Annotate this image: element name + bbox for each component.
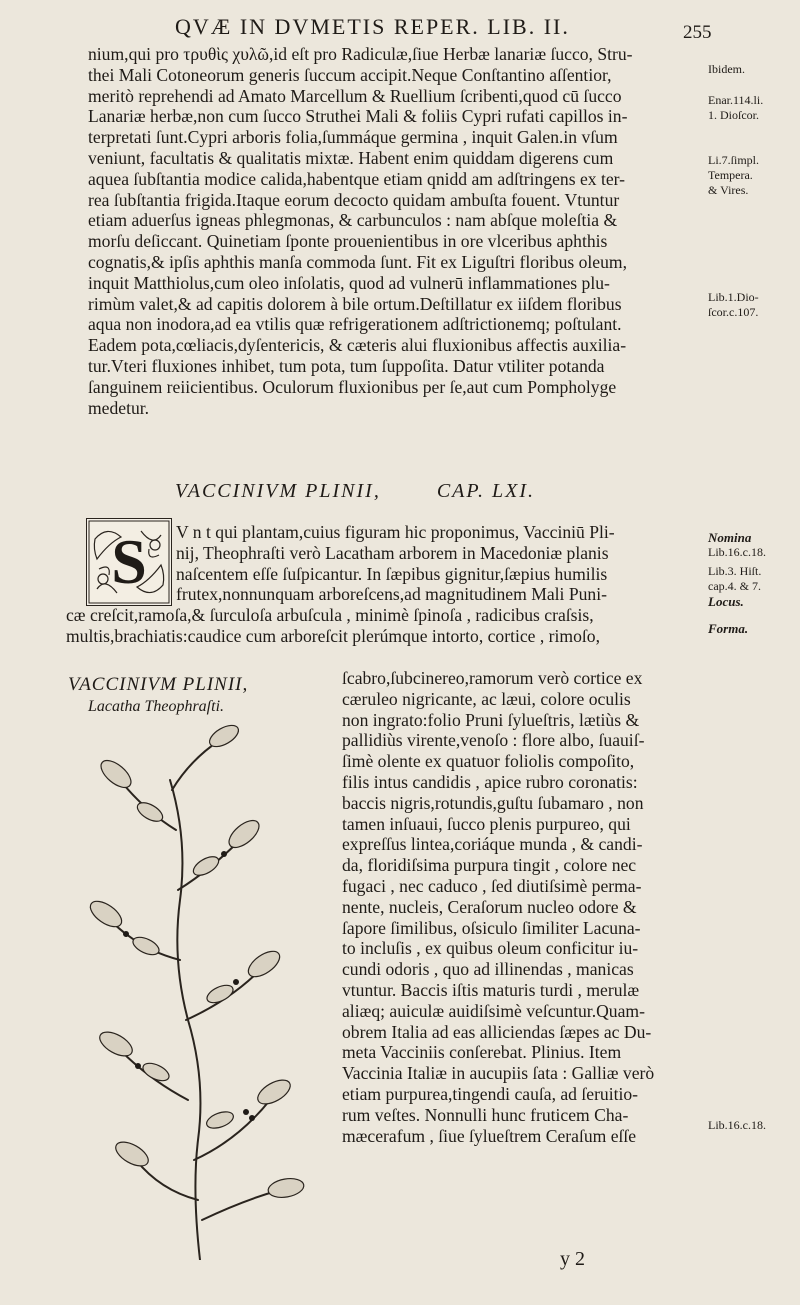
margin-note: Lib.16.c.18. xyxy=(708,545,766,559)
chapter-title: VACCINIVM PLINII, CAP. LXI. xyxy=(175,480,536,502)
text-line: tur.Vteri fluxiones inhibet, tum pota, tum ſuppoſita. Datur vtiliter potanda xyxy=(88,355,605,376)
text-line: rimùm valet,& ad capitis dolorem à bile ortum.Deſtillatur ex iiſdem floribus xyxy=(88,293,622,314)
running-header: QVÆ IN DVMETIS REPER. LIB. II. xyxy=(175,14,570,39)
text-line: multis,brachiatis:caudice cum arboreſcit plerúmque intorto, cortice , rimoſo, xyxy=(66,625,600,646)
body-text-wide-indented xyxy=(176,522,615,605)
margin-note: cap.4. & 7. xyxy=(708,579,761,593)
figure-subtitle: Lacatha Theophraſti. xyxy=(88,698,225,715)
text-line: fugaci , nec caduco , ſed diutiſsimè perma- xyxy=(342,875,642,896)
text-line: morſu deſiccant. Quinetiam ſponte prouenientibus in ore vlceribus aphthis xyxy=(88,231,608,252)
text-line: etiam purpurea,tingendi cauſa, ad ſeruitio- xyxy=(342,1083,639,1104)
decorated-initial-s xyxy=(86,518,172,606)
text-line: terpretati ſunt.Cypri arboris folia,ſummáque germina , inquit Galen.in vſum xyxy=(88,127,618,148)
margin-note-locus: Locus. xyxy=(708,594,744,609)
text-line: medetur. xyxy=(88,397,150,418)
margin-notes-bottom xyxy=(708,530,766,636)
text-line: ſanguinem reiicientibus. Oculorum fluxionibus per ſe,aut cum Pompholyge xyxy=(88,376,617,397)
text-line: tamen inſuaui, ſucco plenis purpureo, qui xyxy=(342,813,631,834)
margin-note-forma: Forma. xyxy=(708,621,749,636)
margin-note: Ibidem. xyxy=(708,62,745,76)
text-line: nij, Theophraſti verò Lacatham arborem in Macedoniæ planis xyxy=(176,542,609,563)
text-line: inquit Matthiolus,cum oleo inſolatis, quod ad vulnerū inflammationes plu- xyxy=(88,272,610,293)
text-line: da, floridiſsima purpura tingit , colore nec xyxy=(342,855,637,876)
page-number: 255 xyxy=(683,22,712,43)
text-line: mæcerafum , ſiue ſylueſtrem Ceraſum eſſe xyxy=(342,1125,637,1146)
text-line: expreſſus lintea,coriáque munda , & candi- xyxy=(342,834,643,855)
margin-note: Tempera. xyxy=(708,168,753,182)
text-line: pallidiùs virente,venoſo : flore albo, ſuauiſ- xyxy=(342,730,645,751)
body-text-column xyxy=(342,668,654,1146)
text-line: rum veſtes. Nonnulli hunc fruticem Cha- xyxy=(342,1104,629,1125)
text-line: nente, nucleis, Ceraſorum nucleo odore & xyxy=(342,896,637,917)
text-line: Lanariæ herbæ,non cum ſucco Struthei Mali & foliis Cypri rufati capillos in- xyxy=(88,106,628,127)
text-line: to incluſis , ex quibus oleum conficitur iu- xyxy=(342,938,639,959)
text-line: naſcentem eſſe ſuſpicantur. In ſæpibus gignitur,ſæpius humilis xyxy=(176,563,608,584)
text-line: non ingrato:folio Pruni ſylueſtris, lætiùs & xyxy=(342,709,640,730)
margin-note: Li.7.ſimpl. xyxy=(708,153,759,167)
margin-note: Lib.3. Hiſt. xyxy=(708,564,762,578)
text-line: vtuntur. Baccis iſtis maturis turdi , merulæ xyxy=(342,979,640,1000)
text-line: ſapore ſimilibus, oſsiculo ſimiliter Lacuna- xyxy=(342,917,641,938)
text-line: ſimè olente ex quatuor foliolis compoſito, xyxy=(342,751,635,772)
text-line: ſcabro,ſubcinereo,ramorum verò cortice ex xyxy=(342,668,643,688)
text-line: cundi odoris , quo ad illinendas , manicas xyxy=(342,959,634,980)
text-line: filis intus candidis , apice rubro coronatis: xyxy=(342,771,638,792)
margin-note: & Vires. xyxy=(708,183,749,197)
text-line: Vaccinia Italiæ in aucupiis ſata : Galliæ verò xyxy=(342,1063,655,1084)
margin-note: 1. Dioſcor. xyxy=(708,108,759,122)
text-line: rea ſubſtantia frigida.Itaque eorum decocto quidam ambuſta fouent. Vtuntur xyxy=(88,189,620,210)
text-line: cognatis,& ipſis aphthis manſa commoda ſunt. Fit ex Liguſtri floribus oleum, xyxy=(88,251,627,272)
text-line: etiam aduerſus igneas phlegmonas, & carbunculos : nam abſque moleſtia & xyxy=(88,210,618,231)
text-line: thei Mali Cotoneorum generis ſuccum accipit.Neque Conſtantino aſſentior, xyxy=(88,64,612,85)
margin-note: Enar.114.li. xyxy=(708,93,764,107)
text-line: meritò reprehendi ad Amato Marcellum & Ruellium ſcribenti,quod cū ſucco xyxy=(88,85,622,106)
text-line: baccis nigris,rotundis,guſtu ſubamaro , non xyxy=(342,792,644,813)
text-line: nium,qui pro τρυθὶς χυλῶ,id eſt pro Radiculæ,ſiue Herbæ lanariæ ſucco, Stru- xyxy=(88,44,633,64)
text-line: frutex,nonnunquam arboreſcens,ad magnitudinem Mali Puni- xyxy=(176,584,607,605)
margin-note-nomina: Nomina xyxy=(708,530,752,545)
signature-mark: y 2 xyxy=(560,1248,585,1270)
text-line: V n t qui plantam,cuius figuram hic proponimus, Vacciniū Pli- xyxy=(176,522,615,542)
margin-note: Lib.1.Dio- xyxy=(708,290,759,304)
text-line: aqua non inodora,ad ea vtilis quæ refrigerationem adſtrictionemq; poſtulant. xyxy=(88,314,622,335)
text-line: Eadem pota,cœliacis,dyſentericis, & cæteris alui fluxionibus affectis auxilia- xyxy=(88,335,627,356)
text-line: aliæq; auiculæ auidiſsimè veſcuntur.Quam- xyxy=(342,1000,645,1021)
margin-note: ſcor.c.107. xyxy=(708,305,759,319)
text-line: cæ creſcit,ramoſa,& ſurculoſa arbuſcula , minimè ſpinoſa , radicibus craſsis, xyxy=(66,605,594,625)
text-line: obrem Italia ad eas alliciendas ſæpes ac Du- xyxy=(342,1021,652,1042)
figure-title: VACCINIVM PLINII, xyxy=(68,674,249,695)
text-line: aquea ſubſtantia modice calida,habentque etiam qnidd am adſtringens ex ter- xyxy=(88,168,626,189)
text-line: cæruleo nigricante, ac læui, colore oculis xyxy=(342,688,631,709)
plant-woodcut-illustration xyxy=(60,720,320,1260)
text-line: veniunt, facultatis & qualitatis mixtæ. Habent enim quiddam digerens cum xyxy=(88,147,614,168)
svg-text:S: S xyxy=(111,526,147,597)
body-text-top xyxy=(88,44,633,418)
margin-notes-top xyxy=(708,62,763,320)
body-text-wide-full xyxy=(66,605,600,647)
margin-note-bottom-ref: Lib.16.c.18. xyxy=(708,1118,766,1132)
text-line: meta Vacciniis conſerebat. Plinius. Item xyxy=(342,1042,622,1063)
